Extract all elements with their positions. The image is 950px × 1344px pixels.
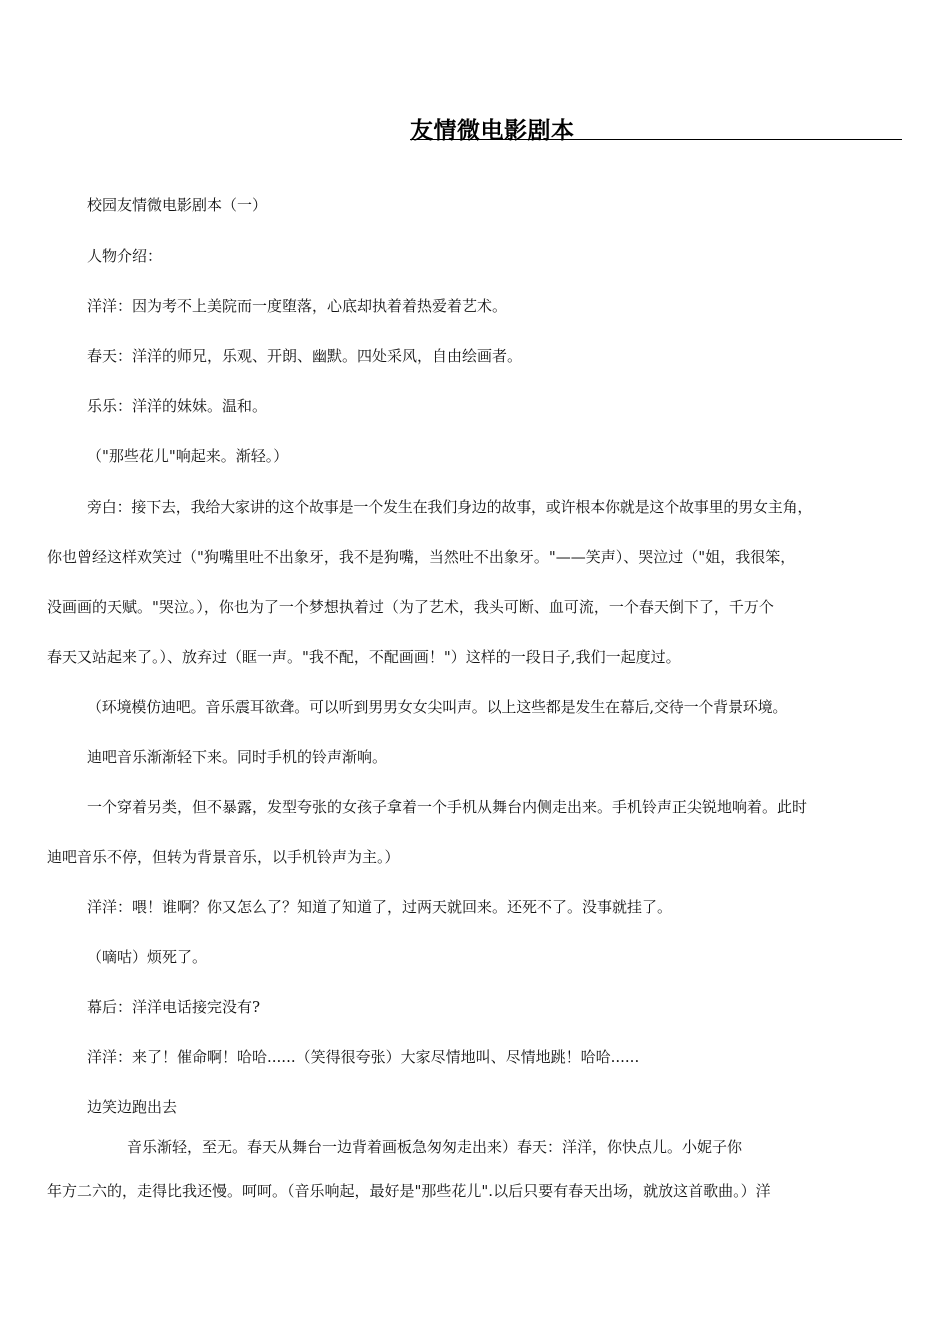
paragraph-line: 洋洋：因为考不上美院而一度堕落，心底却执着着热爱着艺术。 — [87, 297, 508, 315]
paragraph-line: 你也曾经这样欢笑过（"狗嘴里吐不出象牙，我不是狗嘴，当然吐不出象牙。"——笑声）、哭泣过（"姐，我很笨， — [47, 548, 796, 566]
paragraph-line: 洋洋：喂！谁啊？你又怎么了？知道了知道了，过两天就回来。还死不了。没事就挂了。 — [87, 898, 673, 916]
paragraph-line: 春天又站起来了。）、放弃过（眶一声。"我不配，不配画画！"）这样的一段日子,我们一起度过。 — [47, 648, 681, 666]
paragraph-line: 没画画的天赋。"哭泣。），你也为了一个梦想执着过（为了艺术，我头可断、血可流，一个春天倒下了，千万个 — [47, 598, 774, 616]
paragraph-line: 年方二六的，走得比我还慢。呵呵。（音乐响起，最好是"那些花儿".以后只要有春天出场，就放这首歌曲。）洋 — [47, 1182, 771, 1200]
paragraph-line: 人物介绍： — [87, 247, 163, 265]
paragraph-line: 旁白：接下去，我给大家讲的这个故事是一个发生在我们身边的故事，或许根本你就是这个故事里的男女主角， — [87, 498, 813, 516]
paragraph-line: （环境模仿迪吧。音乐震耳欲聋。可以听到男男女女尖叫声。以上这些都是发生在幕后,交待一个背景环境。 — [87, 698, 788, 716]
paragraph-line: 一个穿着另类，但不暴露，发型夸张的女孩子拿着一个手机从舞台内侧走出来。手机铃声正尖锐地响着。此时 — [87, 798, 808, 816]
paragraph-line: 幕后：洋洋电话接完没有? — [87, 998, 261, 1016]
paragraph-line: （"那些花儿"响起来。渐轻。） — [87, 447, 289, 465]
document-title: 友情微电影剧本 — [410, 118, 575, 144]
paragraph-line: 迪吧音乐渐渐轻下来。同时手机的铃声渐响。 — [87, 748, 388, 766]
title-underline — [410, 139, 902, 140]
paragraph-line: 迪吧音乐不停，但转为背景音乐，以手机铃声为主。） — [47, 848, 400, 866]
paragraph-line: 校园友情微电影剧本（一） — [87, 196, 268, 214]
paragraph-line: 洋洋：来了！催命啊！哈哈......（笑得很夸张）大家尽情地叫、尽情地跳！哈哈...... — [87, 1048, 640, 1066]
paragraph-line: 春天：洋洋的师兄，乐观、开朗、幽默。四处采风，自由绘画者。 — [87, 347, 523, 365]
paragraph-line: 乐乐：洋洋的妹妹。温和。 — [87, 397, 268, 415]
paragraph-line: 边笑边跑出去 — [87, 1098, 178, 1116]
paragraph-line: 音乐渐轻，至无。春天从舞台一边背着画板急匆匆走出来）春天：洋洋，你快点儿。小妮子你 — [127, 1138, 743, 1156]
paragraph-line: （嘀咕）烦死了。 — [87, 948, 208, 966]
